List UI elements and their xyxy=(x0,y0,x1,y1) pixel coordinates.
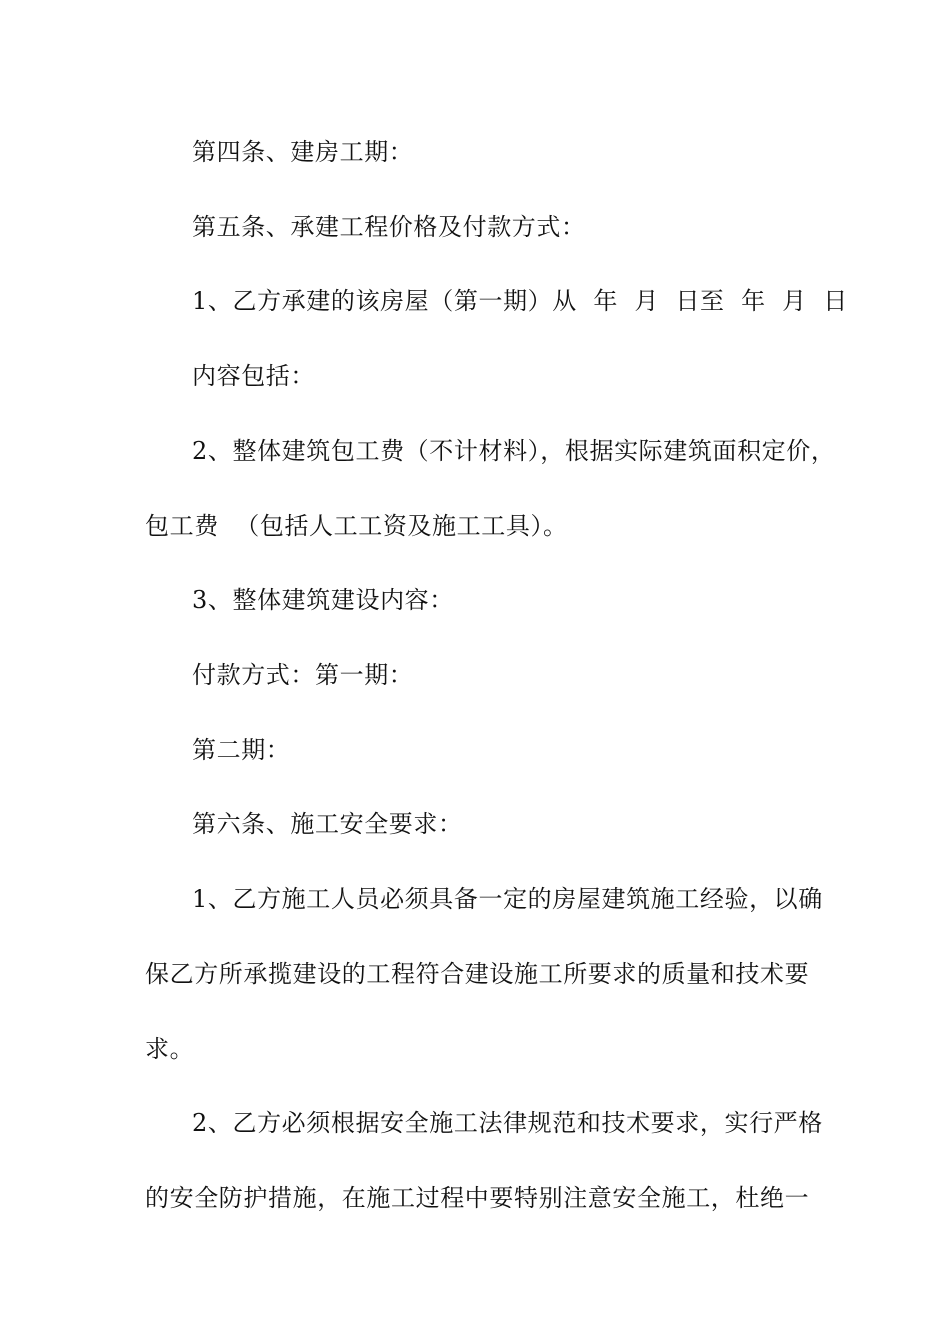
payment-phase-2: 第二期： xyxy=(192,736,291,764)
article-5-item-2: 2、整体建筑包工费（不计材料），根据实际建筑面积定价， xyxy=(192,437,836,465)
article-6-item-2: 2、乙方必须根据安全施工法律规范和技术要求，实行严格 xyxy=(192,1109,823,1137)
article-6-item-1-end: 求。 xyxy=(145,1035,195,1063)
article-6-item-1: 1、乙方施工人员必须具备一定的房屋建筑施工经验，以确 xyxy=(192,885,823,913)
article-5-heading: 第五条、承建工程价格及付款方式： xyxy=(192,213,586,241)
article-6-item-1-continued: 保乙方所承揽建设的工程符合建设施工所要求的质量和技术要 xyxy=(145,960,810,988)
article-5-item-3: 3、整体建筑建设内容： xyxy=(192,586,454,614)
article-5-item-2-continued: 包工费 （包括人工工资及施工工具）。 xyxy=(145,512,568,540)
article-5-item-1-content: 内容包括： xyxy=(192,362,315,390)
article-5-item-1: 1、乙方承建的该房屋（第一期）从 年 月 日至 年 月 日 xyxy=(192,287,848,315)
article-6-item-2-continued: 的安全防护措施，在施工过程中要特别注意安全施工，杜绝一 xyxy=(145,1184,810,1212)
payment-method-phase-1: 付款方式：第一期： xyxy=(192,661,414,689)
article-4-heading: 第四条、建房工期： xyxy=(192,138,414,166)
article-6-heading: 第六条、施工安全要求： xyxy=(192,810,463,838)
